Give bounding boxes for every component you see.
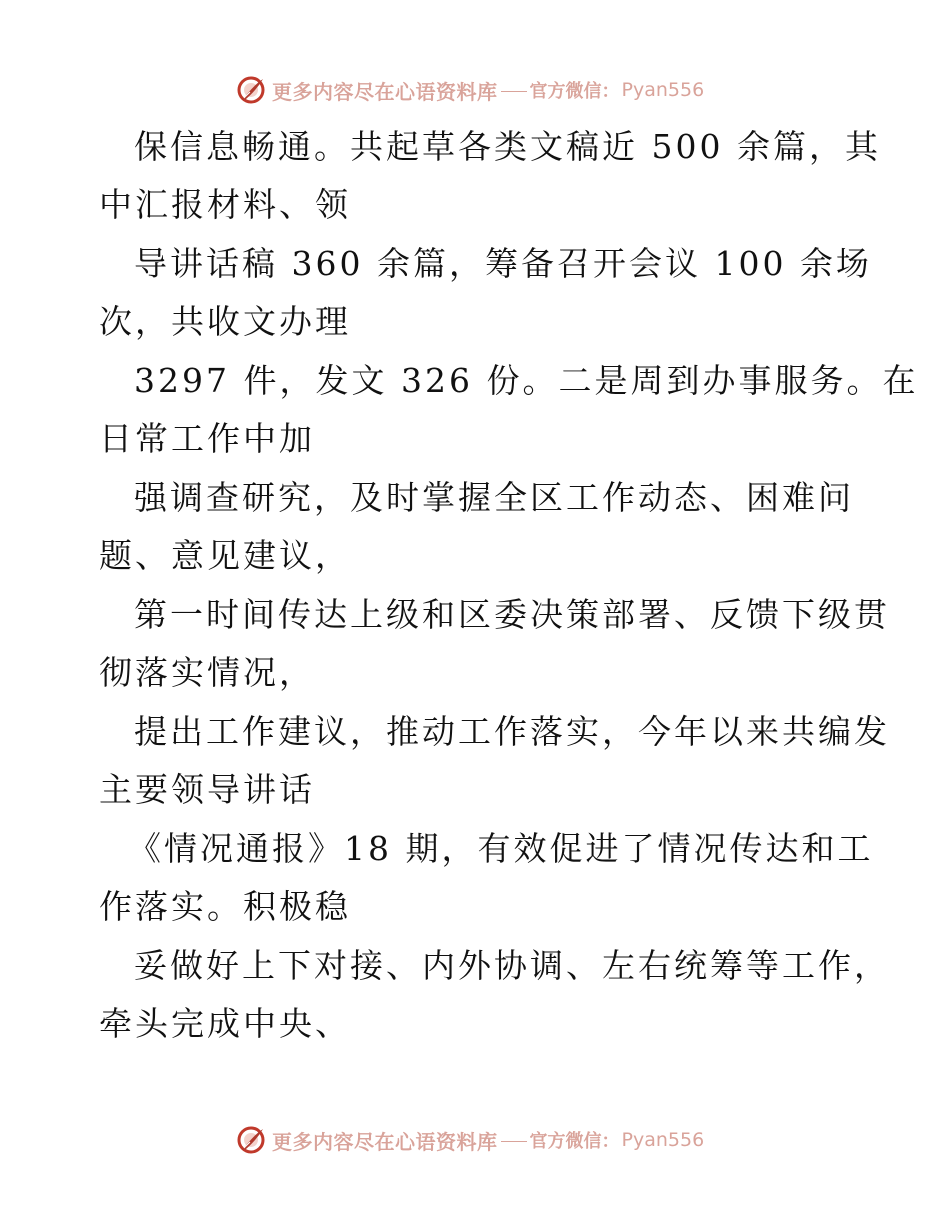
body-line-6: 日常工作中加 bbox=[99, 419, 315, 458]
footer-subtext: 官方微信： bbox=[529, 1131, 620, 1152]
body-line-4: 次，共收文办理 bbox=[99, 302, 351, 341]
body-line-14: 作落实。积极稳 bbox=[99, 887, 351, 926]
footer-text: 更多内容尽在心语资料库 bbox=[272, 1129, 498, 1154]
header-wechat-id: Pyan556 bbox=[621, 79, 705, 101]
body-line-1: 保信息畅通。共起草各类文稿近 500 余篇，其 bbox=[134, 127, 881, 166]
header-text: 更多内容尽在心语资料库 bbox=[272, 79, 498, 104]
body-line-13: 《情况通报》18 期，有效促进了情况传达和工 bbox=[128, 829, 874, 868]
footer-wechat-id: Pyan556 bbox=[621, 1129, 705, 1151]
feather-quill-logo-icon bbox=[236, 1125, 266, 1155]
feather-quill-logo-icon bbox=[236, 75, 266, 105]
body-line-15: 妥做好上下对接、内外协调、左右统筹等工作， bbox=[134, 946, 890, 985]
footer-banner bbox=[236, 1123, 704, 1157]
body-line-8: 题、意见建议， bbox=[99, 536, 351, 575]
body-line-10: 彻落实情况， bbox=[99, 653, 315, 692]
header-subtext: 官方微信： bbox=[529, 81, 620, 102]
body-line-5: 3297 件，发文 326 份。二是周到办事服务。在 bbox=[134, 361, 919, 400]
body-line-7: 强调查研究，及时掌握全区工作动态、困难问 bbox=[134, 478, 854, 517]
header-banner bbox=[236, 73, 704, 107]
body-line-3: 导讲话稿 360 余篇，筹备召开会议 100 余场 bbox=[134, 244, 872, 283]
header-dash bbox=[501, 91, 527, 92]
footer-dash bbox=[501, 1141, 527, 1142]
body-line-16: 牵头完成中央、 bbox=[99, 1004, 351, 1043]
body-line-2: 中汇报材料、领 bbox=[99, 185, 351, 224]
body-line-12: 主要领导讲话 bbox=[99, 770, 315, 809]
body-line-11: 提出工作建议，推动工作落实，今年以来共编发 bbox=[134, 712, 890, 751]
body-line-9: 第一时间传达上级和区委决策部署、反馈下级贯 bbox=[134, 595, 890, 634]
